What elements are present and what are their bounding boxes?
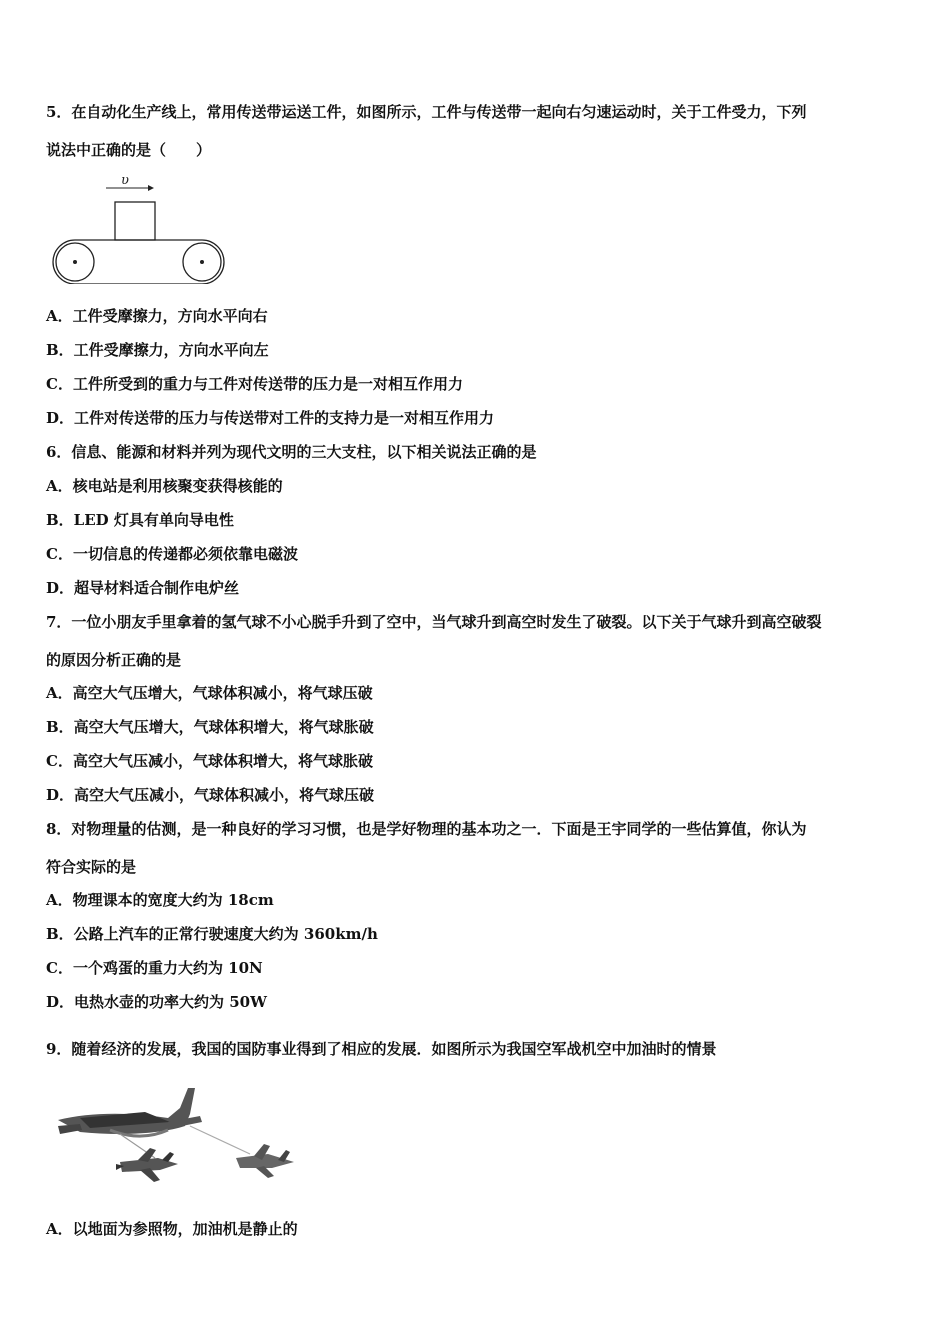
q5-option-b: B．工件受摩擦力，方向水平向左 [46,341,269,359]
q9-option-a: A．以地面为参照物，加油机是静止的 [46,1220,298,1238]
tanker-aircraft [58,1088,202,1136]
q5-option-c: C．工件所受到的重力与工件对传送带的压力是一对相互作用力 [46,375,463,393]
q7-option-a: A．高空大气压增大，气球体积减小，将气球压破 [46,684,373,702]
belt [53,240,224,284]
left-fighter-jet [116,1148,178,1182]
q8-stem-line1: 8．对物理量的估测，是一种良好的学习习惯，也是学好物理的基本功之一．下面是王宇同学的一些估算值，你认为 [46,820,807,838]
right-refuel-hose [190,1126,250,1154]
q8-option-d: D．电热水壶的功率大约为 50W [46,993,267,1011]
q6-option-c: C．一切信息的传递都必须依靠电磁波 [46,545,298,563]
right-fighter-jet [236,1144,294,1178]
velocity-label: υ [121,173,129,188]
q6-option-d: D．超导材料适合制作电炉丝 [46,579,240,597]
right-axle [200,260,204,264]
q6-option-b: B．LED 灯具有单向导电性 [46,511,234,529]
conveyor-belt-figure [50,172,225,284]
q7-option-c: C．高空大气压减小，气球体积增大，将气球胀破 [46,752,373,770]
workpiece-block [115,202,155,240]
q5-stem-line2: 说法中正确的是（ ） [46,141,212,159]
q8-option-b: B．公路上汽车的正常行驶速度大约为 360km/h [46,925,378,943]
q8-option-c: C．一个鸡蛋的重力大约为 10N [46,959,263,977]
q7-stem-line1: 7．一位小朋友手里拿着的氢气球不小心脱手升到了空中，当气球升到高空时发生了破裂。以下关于气球升到高空破裂 [46,613,822,631]
q5-stem-line1: 5．在自动化生产线上，常用传送带运送工件，如图所示，工件与传送带一起向右匀速运动时，关于工件受力，下列 [46,103,807,121]
q5-option-a: A．工件受摩擦力，方向水平向右 [46,307,268,325]
left-axle [73,260,77,264]
q9-stem-line1: 9．随着经济的发展，我国的国防事业得到了相应的发展．如图所示为我国空军战机空中加油时的情景 [46,1040,717,1058]
q7-stem-line2: 的原因分析正确的是 [46,651,182,669]
q7-option-b: B．高空大气压增大，气球体积增大，将气球胀破 [46,718,374,736]
q8-stem-line2: 符合实际的是 [46,858,137,876]
q6-stem-line1: 6．信息、能源和材料并列为现代文明的三大支柱，以下相关说法正确的是 [46,443,537,461]
q8-option-a: A．物理课本的宽度大约为 18cm [46,891,274,909]
aerial-refueling-photo [50,1082,305,1192]
q5-option-d: D．工件对传送带的压力与传送带对工件的支持力是一对相互作用力 [46,409,495,427]
q7-option-d: D．高空大气压减小，气球体积减小，将气球压破 [46,786,375,804]
q6-option-a: A．核电站是利用核聚变获得核能的 [46,477,283,495]
velocity-arrowhead [148,185,154,191]
